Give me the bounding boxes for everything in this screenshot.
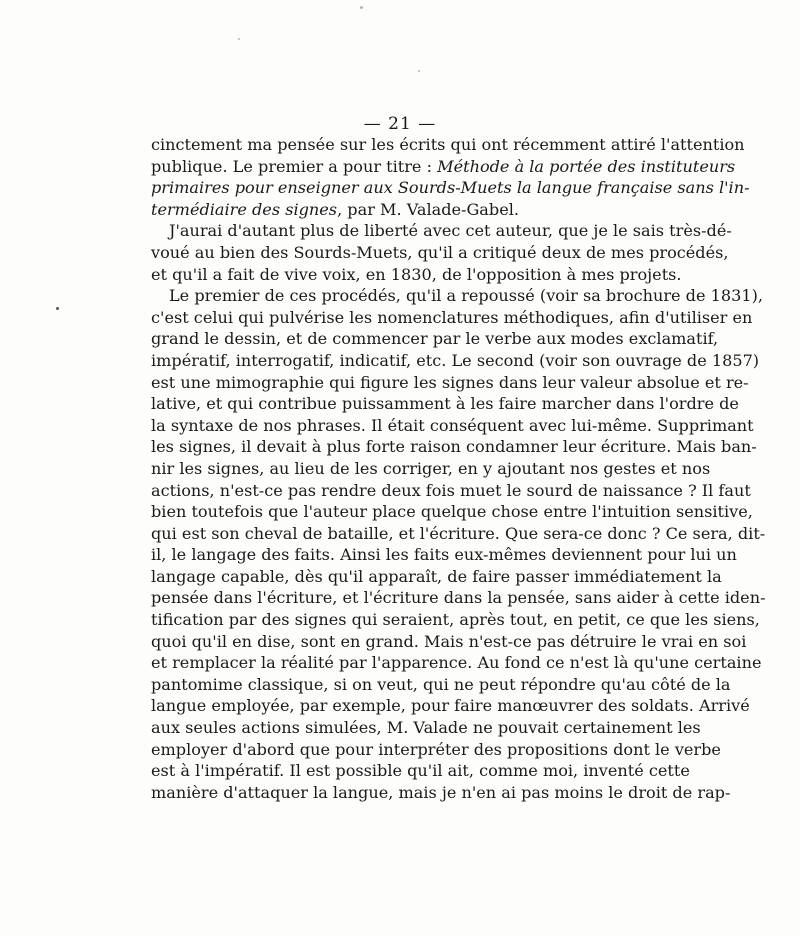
text-line: voué au bien des Sourds-Muets, qu'il a critiqué deux de mes procédés, (151, 242, 729, 262)
text-line: impératif, interrogatif, indicatif, etc. Le second (voir son ouvrage de 1857) (151, 350, 760, 370)
scan-speck (56, 307, 59, 310)
text-line: termédiaire des signes, par M. Valade-Gabel. (151, 199, 519, 219)
text-line: les signes, il devait à plus forte raison condamner leur écriture. Mais ban- (151, 437, 757, 457)
page-number: — 21 — (363, 114, 437, 134)
text-line: et qu'il a fait de vive voix, en 1830, de l'opposition à mes projets. (151, 264, 682, 284)
text-line: actions, n'est-ce pas rendre deux fois muet le sourd de naissance ? Il faut (151, 480, 751, 500)
scan-speck (360, 6, 363, 9)
text-line: langage capable, dès qu'il apparaît, de faire passer immédiatement la (151, 566, 722, 586)
text-line: cinctement ma pensée sur les écrits qui ont récemment attiré l'attention (151, 135, 745, 154)
text-line: tification par des signes qui seraient, après tout, en petit, ce que les siens, (151, 610, 760, 630)
text-line: pensée dans l'écriture, et l'écriture dans la pensée, sans aider à cette iden- (151, 588, 766, 608)
body-text (151, 134, 766, 803)
text-line: primaires pour enseigner aux Sourds-Muets la langue française sans l'in- (151, 178, 750, 198)
text-line: bien toutefois que l'auteur place quelque chose entre l'intuition sensitive, (151, 502, 753, 522)
text-line: employer d'abord que pour interpréter des propositions dont le verbe (151, 739, 721, 759)
text-line: Le premier de ces procédés, qu'il a repoussé (voir sa brochure de 1831), (169, 286, 763, 306)
text-line: quoi qu'il en dise, sont en grand. Mais n'est-ce pas détruire le vrai en soi (151, 631, 747, 651)
text-line: pantomime classique, si on veut, qui ne peut répondre qu'au côté de la (151, 674, 731, 694)
text-line: lative, et qui contribue puissamment à les faire marcher dans l'ordre de (151, 394, 739, 414)
scan-speck (418, 70, 420, 72)
text-line: qui est son cheval de bataille, et l'écriture. Que sera-ce donc ? Ce sera, dit- (151, 523, 766, 543)
text-line: la syntaxe de nos phrases. Il était conséquent avec lui-même. Supprimant (151, 415, 754, 435)
text-line: publique. Le premier a pour titre : Méthode à la portée des instituteurs (151, 156, 736, 176)
text-line: aux seules actions simulées, M. Valade ne pouvait certainement les (151, 718, 701, 738)
text-line: c'est celui qui pulvérise les nomenclatures méthodiques, afin d'utiliser en (151, 307, 753, 327)
text-line: langue employée, par exemple, pour faire manœuvrer des soldats. Arrivé (151, 696, 750, 716)
text-line: il, le langage des faits. Ainsi les faits eux-mêmes deviennent pour lui un (151, 545, 737, 565)
text-line: J'aurai d'autant plus de liberté avec cet auteur, que je le sais très-dé- (169, 221, 732, 241)
text-line: est une mimographie qui figure les signes dans leur valeur absolue et re- (151, 372, 749, 392)
text-line: est à l'impératif. Il est possible qu'il ait, comme moi, inventé cette (151, 761, 690, 781)
text-line: nir les signes, au lieu de les corriger, en y ajoutant nos gestes et nos (151, 458, 711, 478)
text-line: et remplacer la réalité par l'apparence. Au fond ce n'est là qu'une certaine (151, 653, 762, 673)
scan-speck (238, 38, 240, 40)
text-line: grand le dessin, et de commencer par le verbe aux modes exclamatif, (151, 329, 719, 349)
text-line: manière d'attaquer la langue, mais je n'en ai pas moins le droit de rap- (151, 782, 731, 802)
